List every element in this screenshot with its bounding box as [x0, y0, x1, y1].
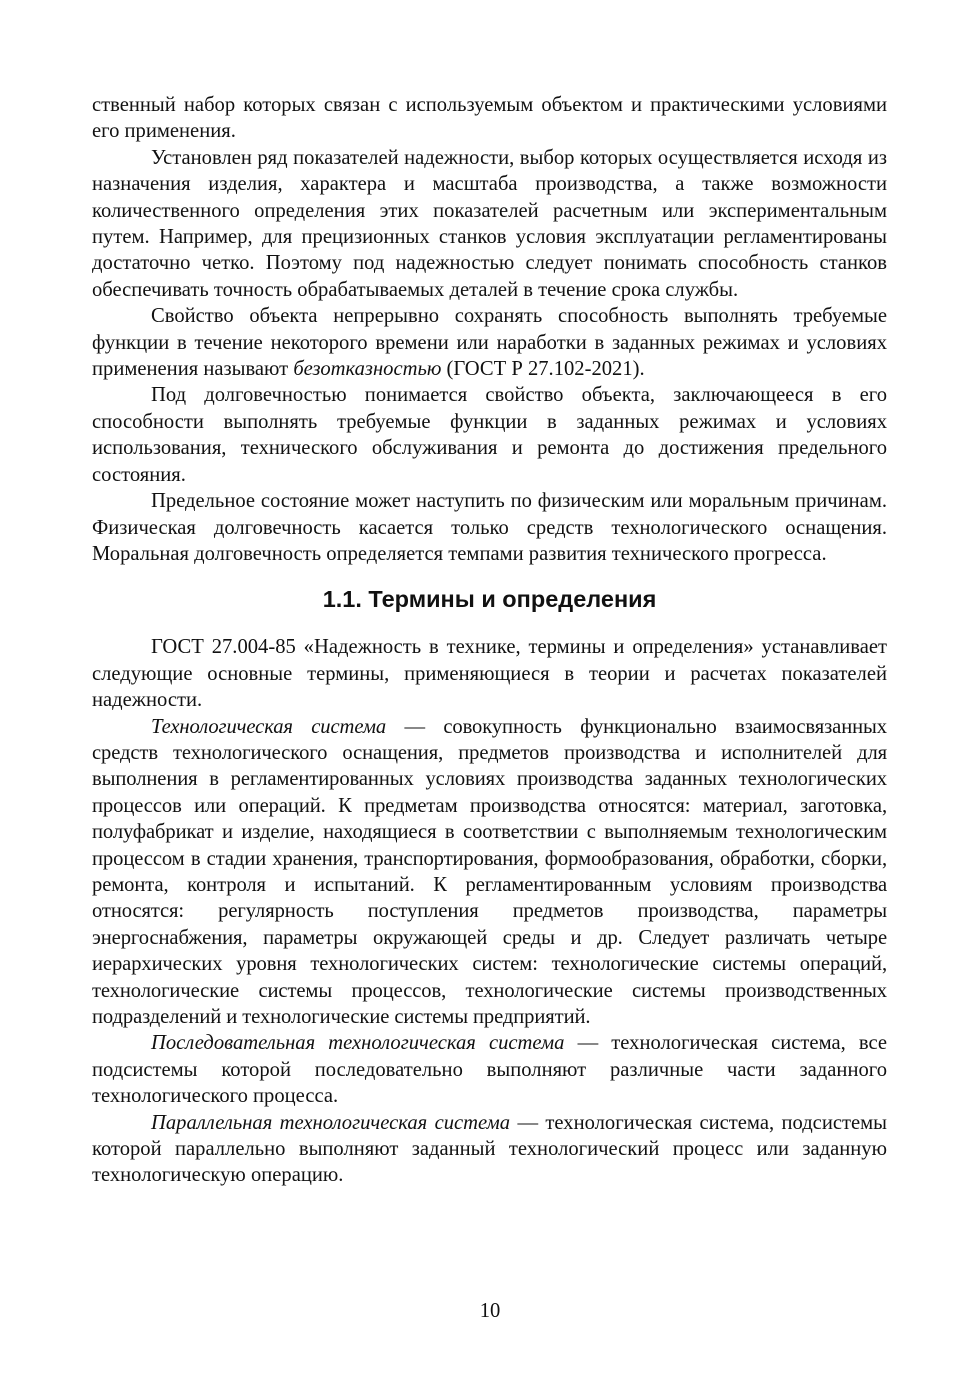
page-number: 10: [479, 1300, 501, 1322]
paragraph-failure-free-definition: [92, 303, 887, 382]
defined-term: Параллельная технологическая система: [151, 1111, 511, 1134]
page-body: [92, 92, 887, 1189]
paragraph-text: Свойство объекта непрерывно сохранять способность выполнять требуемые функции в течение некоторого времени или наработки в заданных режимах и условиях применения называют: [92, 305, 887, 381]
paragraph-limit-state: Предельное состояние может наступить по физическим или моральным причинам. Физическая долговечность касается только средств технологического оснащения. Моральная долговечность определяется темпами развития технического прогресса.: [92, 490, 887, 565]
paragraph-text: — технологическая система, все подсистемы которой последовательно выполняют различные части заданного технологического процесса.: [92, 1032, 887, 1108]
paragraph-technological-system: [92, 714, 887, 1031]
paragraph-text: — технологическая система, подсистемы которой параллельно выполняют заданный технологический процесс или заданную технологическую операцию.: [92, 1111, 887, 1187]
defined-term: безотказностью: [293, 358, 442, 381]
paragraph-parallel-system: [92, 1110, 887, 1189]
paragraph-text: — совокупность функционально взаимосвязанных средств технологического оснащения, предметов производства и исполнителей для выполнения в регламентированных условиях производства заданных технологических процессов или операций. К предметам производства относятся: материал, заготовка, полуфабрикат и изделие, находящиеся в соответствии с выполняемым технологическим процессом в стадии хранения, транспортирования, формообразования, обработки, сборки, ремонта, контроля и испытаний. К регламентированным условиям производства относятся: регулярность поступления предметов производства, параметры энергоснабжения, параметры окружающей среды и др. Следует различать четыре иерархических уровня технологических систем: технологические системы операций, технологические системы процессов, технологические системы производственных подразделений и технологические системы предприятий.: [92, 715, 887, 1028]
paragraph-sequential-system: [92, 1030, 887, 1109]
paragraph-continuation: ственный набор которых связан с используемым объектом и практическими условиями его применения.: [92, 94, 887, 143]
paragraph-durability-definition: Под долговечностью понимается свойство объекта, заключающееся в его способности выполнять требуемые функции в заданных режимах и условиях использования, технического обслуживания и ремонта до достижения предельного состояния.: [92, 384, 887, 486]
section-heading: 1.1. Термины и определения: [322, 586, 657, 613]
defined-term: Технологическая система: [151, 715, 387, 738]
paragraph-gost-intro: ГОСТ 27.004-85 «Надежность в технике, термины и определения» устанавливает следующие основные термины, применяющиеся в теории и расчетах показателей надежности.: [92, 636, 887, 712]
defined-term: Последовательная технологическая система: [151, 1032, 565, 1055]
paragraph-reliability-indicators: Установлен ряд показателей надежности, выбор которых осуществляется исходя из назначения изделия, характера и масштаба производства, а также возможности количественного определения этих показателей расчетным или экспериментальным путем. Например, для прецизионных станков условия эксплуатации регламентированы достаточно четко. Поэтому под надежностью следует понимать способность станков обеспечивать точность обрабатываемых деталей в течение срока службы.: [92, 146, 887, 301]
paragraph-text: (ГОСТ Р 27.102-2021).: [441, 358, 645, 381]
